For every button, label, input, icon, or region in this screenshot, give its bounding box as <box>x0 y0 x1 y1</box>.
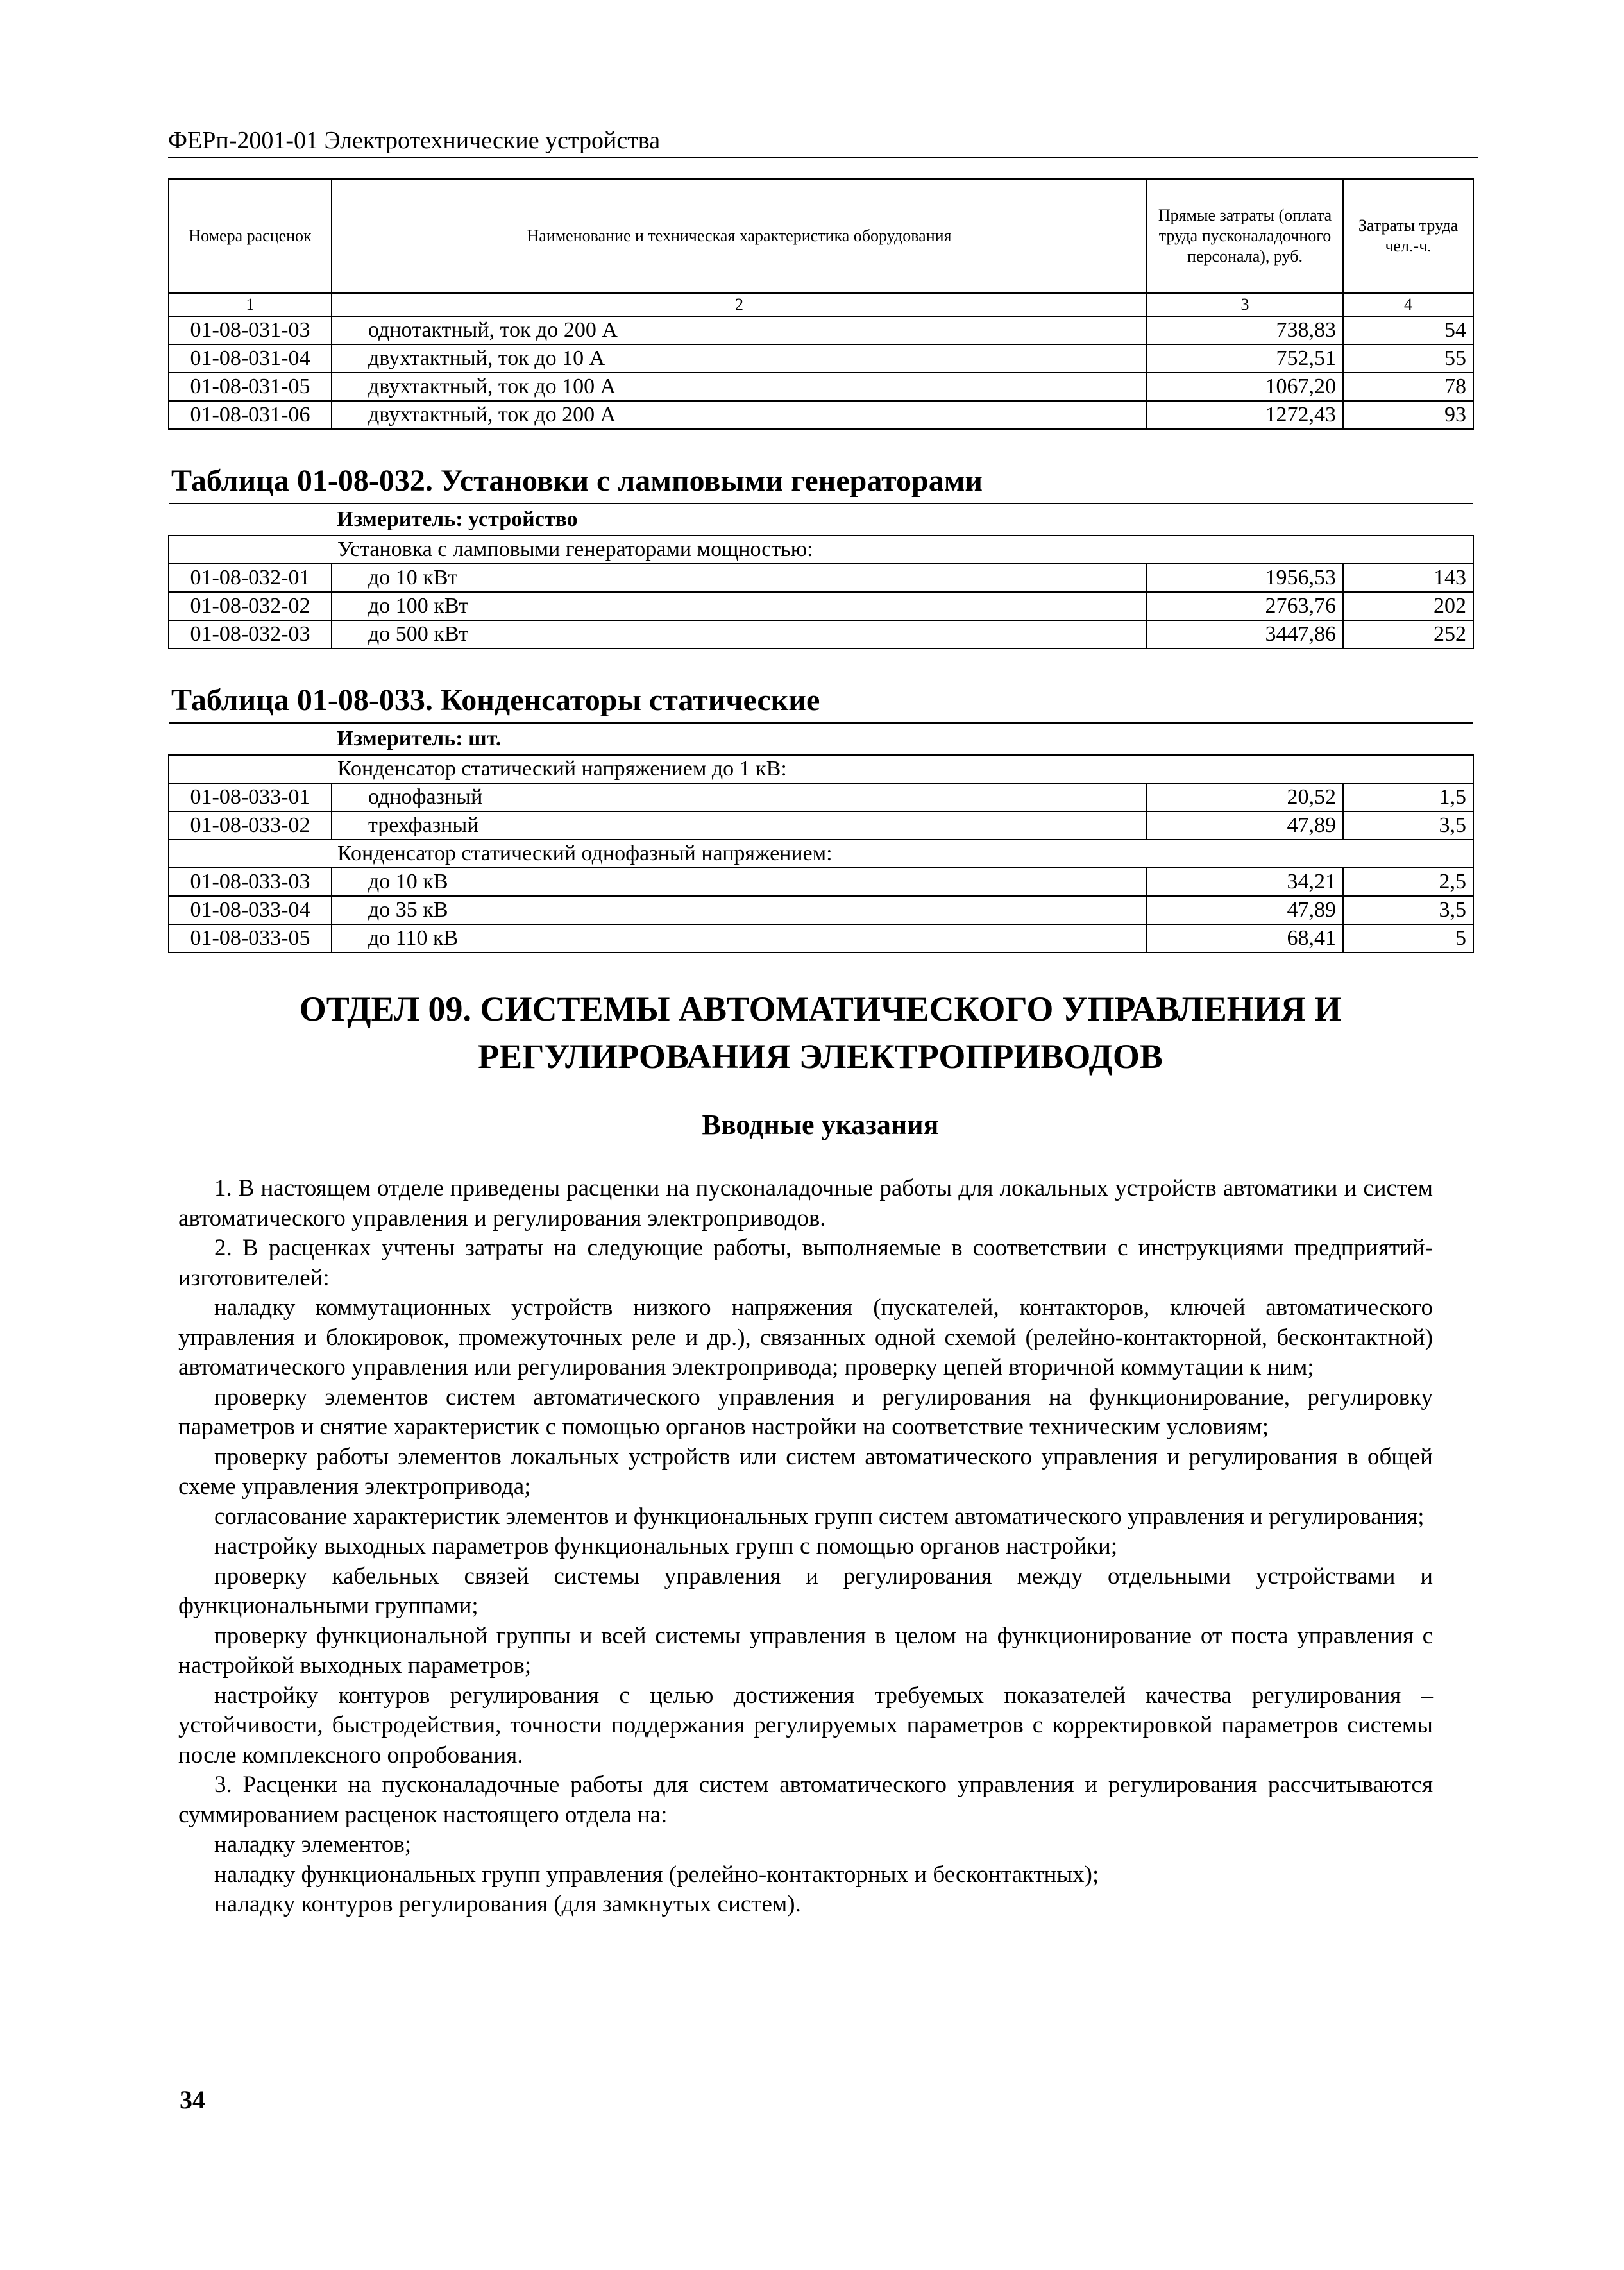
table-row <box>169 924 1473 953</box>
row-code: 01-08-031-04 <box>169 344 332 373</box>
header-labor: Затраты труда чел.-ч. <box>1343 179 1473 293</box>
table-row <box>169 620 1473 648</box>
row-labor: 202 <box>1343 592 1473 620</box>
paragraph: наладку коммутационных устройств низкого напряжения (пускателей, контакторов, ключей автоматического управления и блокировок, промежуточных реле и др.), связанных одной схемой (релейно-контакторной, бесконтактной) автоматического управления или регулирования электропривода; проверку цепей вторичной коммутации к ним; <box>178 1294 1433 1380</box>
table-row <box>169 783 1473 811</box>
paragraph: наладку функциональных групп управления (релейно-контакторных и бесконтактных); <box>214 1861 1099 1888</box>
table-033-measure: Измеритель: шт. <box>169 723 1473 755</box>
row-cost: 20,52 <box>1147 783 1343 811</box>
row-labor: 143 <box>1343 564 1473 592</box>
paragraph: проверку кабельных связей системы управления и регулирования между отдельными устройствами и функциональными группами; <box>178 1563 1433 1619</box>
row-name: до 100 кВт <box>332 592 1147 620</box>
intro-title: Вводные указания <box>702 1109 939 1140</box>
paragraph: наладку контуров регулирования (для замкнутых систем). <box>214 1891 801 1917</box>
row-code: 01-08-031-05 <box>169 373 332 401</box>
paragraph: проверку элементов систем автоматического управления и регулирования на функционирование, регулировку параметров и снятие характеристик с помощью органов настройки на соответствие техническим условиям; <box>178 1384 1433 1440</box>
row-name: однотактный, ток до 200 А <box>332 316 1147 344</box>
header-code: Номера расценок <box>169 179 332 293</box>
paragraph: согласование характеристик элементов и функциональных групп систем автоматического управления и регулирования; <box>214 1503 1425 1530</box>
row-code: 01-08-032-03 <box>169 620 332 648</box>
row-cost: 1956,53 <box>1147 564 1343 592</box>
row-labor: 93 <box>1343 401 1473 429</box>
paragraph: наладку элементов; <box>214 1831 412 1858</box>
row-code: 01-08-031-06 <box>169 401 332 429</box>
row-cost: 3447,86 <box>1147 620 1343 648</box>
paragraph: 3. Расценки на пусконаладочные работы для систем автоматического управления и регулирования рассчитываются суммированием расценок настоящего отдела на: <box>178 1772 1433 1828</box>
row-labor: 3,5 <box>1343 811 1473 840</box>
column-number: 3 <box>1147 293 1343 316</box>
row-labor: 55 <box>1343 344 1473 373</box>
paragraph: настройку контуров регулирования с целью достижения требуемых показателей качества регулирования – устойчивости, быстродействия, точности поддержания регулируемых параметров с корректировкой параметров системы после комплексного опробования. <box>178 1682 1433 1768</box>
row-name: двухтактный, ток до 10 А <box>332 344 1147 373</box>
paragraph: настройку выходных параметров функциональных групп с помощью органов настройки; <box>214 1533 1118 1559</box>
table-row <box>169 811 1473 840</box>
table-row <box>169 401 1473 429</box>
row-labor: 2,5 <box>1343 868 1473 896</box>
row-code: 01-08-033-01 <box>169 783 332 811</box>
table-032-measure-row <box>169 504 1473 536</box>
row-labor: 78 <box>1343 373 1473 401</box>
row-labor: 3,5 <box>1343 896 1473 924</box>
section-title-line: ОТДЕЛ 09. СИСТЕМЫ АВТОМАТИЧЕСКОГО УПРАВЛЕНИЯ И <box>299 990 1342 1028</box>
row-cost: 1067,20 <box>1147 373 1343 401</box>
header-name: Наименование и техническая характеристика оборудования <box>332 179 1147 293</box>
table-row <box>169 373 1473 401</box>
table-033-title-row <box>169 648 1473 723</box>
row-code: 01-08-031-03 <box>169 316 332 344</box>
column-number: 1 <box>169 293 332 316</box>
table-row <box>169 564 1473 592</box>
row-name: трехфазный <box>332 811 1147 840</box>
row-labor: 54 <box>1343 316 1473 344</box>
row-name: до 35 кВ <box>332 896 1147 924</box>
table-032-title-row <box>169 429 1473 504</box>
table-row <box>169 896 1473 924</box>
row-labor: 1,5 <box>1343 783 1473 811</box>
table-row <box>169 592 1473 620</box>
paragraph: проверку функциональной группы и всей системы управления в целом на функционирование от поста управления с настройкой выходных параметров; <box>178 1622 1433 1679</box>
table-033-measure-row <box>169 723 1473 755</box>
row-cost: 752,51 <box>1147 344 1343 373</box>
row-cost: 1272,43 <box>1147 401 1343 429</box>
row-code: 01-08-032-02 <box>169 592 332 620</box>
row-code: 01-08-033-02 <box>169 811 332 840</box>
table-033-subheading-row <box>169 755 1473 783</box>
table-row <box>169 868 1473 896</box>
row-cost: 47,89 <box>1147 811 1343 840</box>
row-code: 01-08-033-03 <box>169 868 332 896</box>
row-name: двухтактный, ток до 100 А <box>332 373 1147 401</box>
row-cost: 2763,76 <box>1147 592 1343 620</box>
row-labor: 252 <box>1343 620 1473 648</box>
row-labor: 5 <box>1343 924 1473 953</box>
page-number: 34 <box>180 2085 205 2114</box>
column-number-row <box>169 293 1473 316</box>
table-032-title: Таблица 01-08-032. Установки с ламповыми генераторами <box>169 429 1473 504</box>
row-code: 01-08-032-01 <box>169 564 332 592</box>
table-033-subheading-1: Конденсатор статический напряжением до 1 кВ: <box>169 755 1473 783</box>
table-032-subheading: Установка с ламповыми генераторами мощностью: <box>169 536 1473 564</box>
paragraph: 2. В расценках учтены затраты на следующие работы, выполняемые в соответствии с инструкциями предприятий-изготовителей: <box>178 1235 1433 1291</box>
body-text <box>178 1174 1433 1920</box>
table-033-subheading-2: Конденсатор статический однофазный напряжением: <box>169 840 1473 868</box>
row-name: до 500 кВт <box>332 620 1147 648</box>
row-cost: 34,21 <box>1147 868 1343 896</box>
column-number: 2 <box>332 293 1147 316</box>
table-row <box>169 344 1473 373</box>
table-row <box>169 316 1473 344</box>
row-name: двухтактный, ток до 200 А <box>332 401 1147 429</box>
row-cost: 68,41 <box>1147 924 1343 953</box>
paragraph: 1. В настоящем отделе приведены расценки на пусконаладочные работы для локальных устройств автоматики и систем автоматического управления и регулирования электроприводов. <box>178 1175 1433 1232</box>
table-032-subheading-row <box>169 536 1473 564</box>
column-number: 4 <box>1343 293 1473 316</box>
row-name: до 10 кВт <box>332 564 1147 592</box>
paragraph: проверку работы элементов локальных устройств или систем автоматического управления и регулирования в общей схеме управления электропривода; <box>178 1443 1433 1500</box>
table-header-row <box>169 179 1473 293</box>
row-name: до 10 кВ <box>332 868 1147 896</box>
row-cost: 738,83 <box>1147 316 1343 344</box>
table-033-subheading-row <box>169 840 1473 868</box>
running-head: ФЕРп-2001-01 Электротехнические устройства <box>168 126 1478 158</box>
row-name: однофазный <box>332 783 1147 811</box>
row-code: 01-08-033-05 <box>169 924 332 953</box>
row-name: до 110 кВ <box>332 924 1147 953</box>
row-cost: 47,89 <box>1147 896 1343 924</box>
price-table <box>168 178 1474 953</box>
row-code: 01-08-033-04 <box>169 896 332 924</box>
table-032-measure: Измеритель: устройство <box>169 504 1473 536</box>
table-033-title: Таблица 01-08-033. Конденсаторы статические <box>169 648 1473 723</box>
header-cost: Прямые затраты (оплата труда пусконаладочного персонала), руб. <box>1147 179 1343 293</box>
section-title <box>168 985 1473 1080</box>
section-title-line: РЕГУЛИРОВАНИЯ ЭЛЕКТРОПРИВОДОВ <box>478 1037 1163 1076</box>
